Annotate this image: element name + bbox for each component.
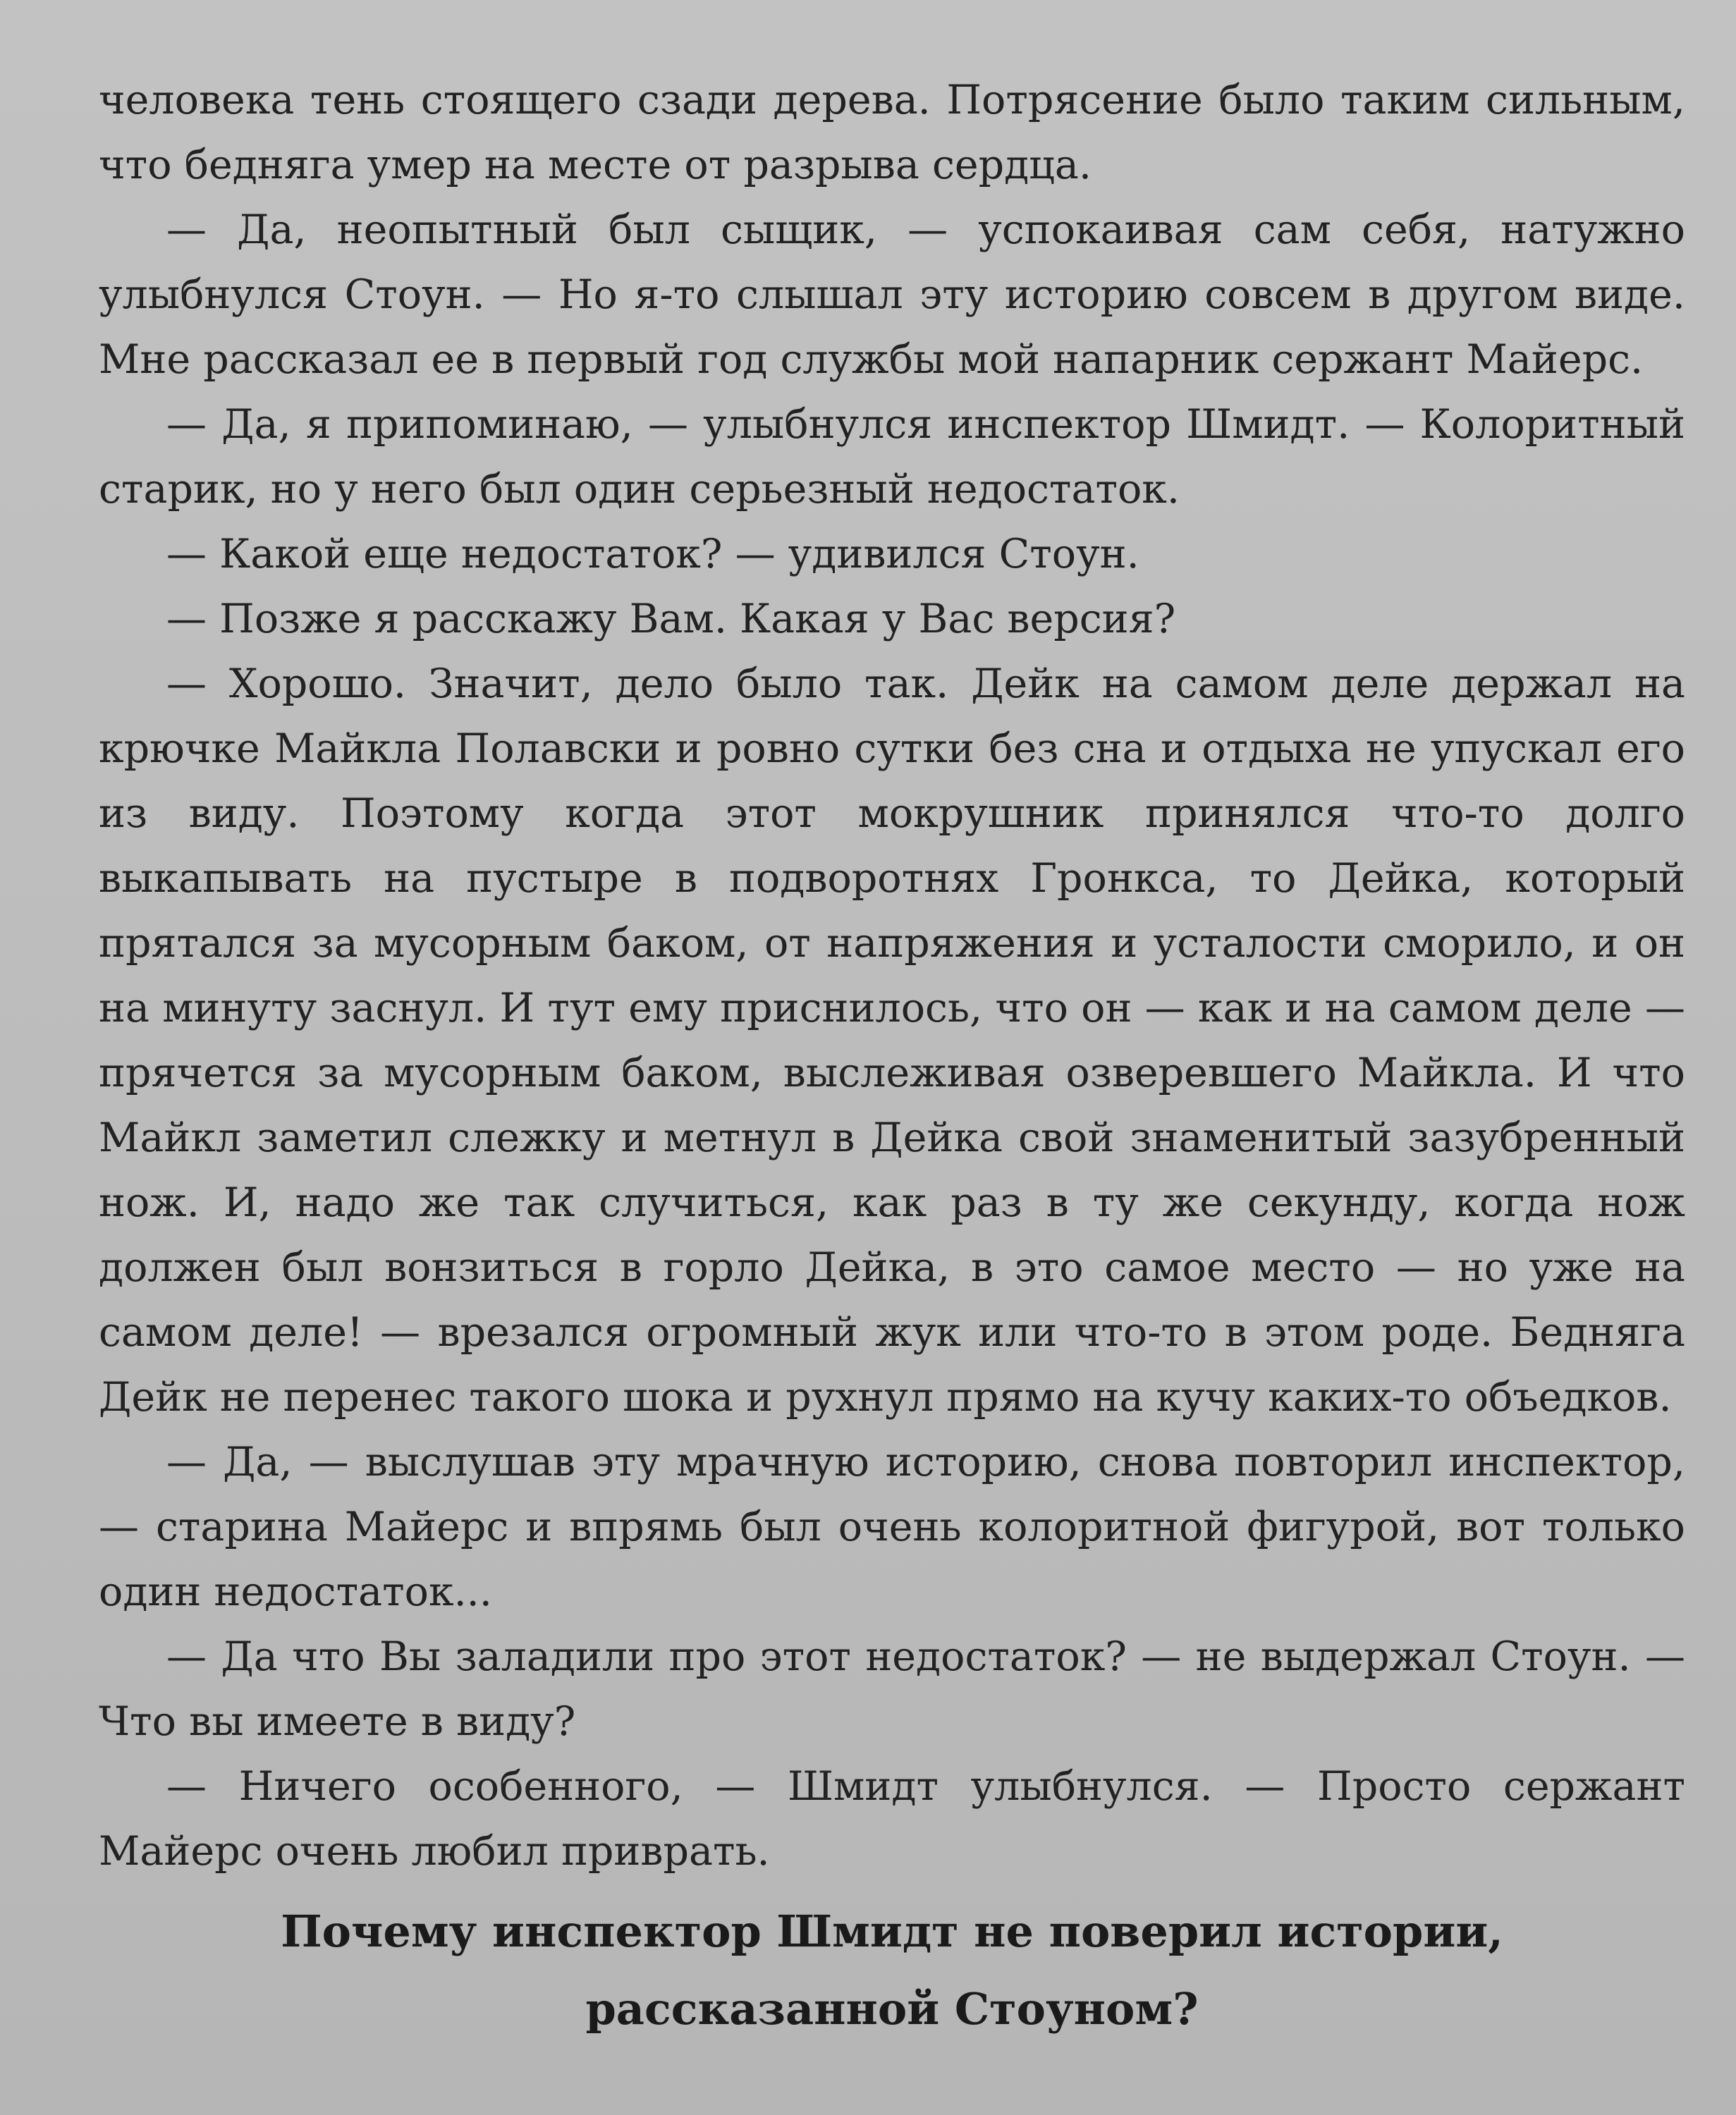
question-line-2: рассказанной Стоуном? — [585, 1983, 1199, 2035]
paragraph-1: человека тень стоящего сзади дерева. Потрясение было таким сильным, что бедняга умер на месте от разрыва сердца. — [99, 77, 1685, 188]
paragraph-7: — Да, — выслушав эту мрачную историю, снова повторил инспектор, — старина Майерс и впрямь был очень колоритной фигурой, вот только один недостаток... — [99, 1439, 1685, 1615]
question-heading — [99, 1893, 1685, 2048]
paragraph-4: — Какой еще недостаток? — удивился Стоун. — [166, 531, 1139, 577]
paragraph-9: — Ничего особенного, — Шмидт улыбнулся. — Просто сержант Майерс очень любил приврать. — [99, 1763, 1685, 1875]
paragraph-6: — Хорошо. Значит, дело было так. Дейк на самом деле держал на крючке Майкла Полавски и ровно сутки без сна и отдыха не упускал его из виду. Поэтому когда этот мокрушник принялся что-то долго выкапывать на пустыре в подворотнях Гронкса, то Дейка, который прятался за мусорным баком, от напряжения и усталости сморило, и он на минуту заснул. И тут ему приснилось, что он — как и на самом деле — прячется за мусорным баком, выслеживая озверевшего Майкла. И что Майкл заметил слежку и метнул в Дейка свой знаменитый зазубренный нож. И, надо же так случиться, как раз в ту же секунду, когда нож должен был вонзиться в горло Дейка, в это самое место — но уже на самом деле! — врезался огромный жук или что-то в этом роде. Бедняга Дейк не перенес такого шока и рухнул прямо на кучу каких-то объедков. — [99, 661, 1685, 1421]
question-line-1: Почему инспектор Шмидт не поверил истории, — [281, 1906, 1503, 1957]
paragraph-8: — Да что Вы заладили про этот недостаток? — не выдержал Стоун. — Что вы имеете в виду? — [99, 1633, 1685, 1745]
paragraph-2: — Да, неопытный был сыщик, — успокаивая сам себя, натужно улыбнулся Стоун. — Но я-то слышал эту историю совсем в другом виде. Мне рассказал ее в первый год службы мой напарник сержант Майерс. — [99, 207, 1685, 383]
paragraph-5: — Позже я расскажу Вам. Какая у Вас версия? — [166, 596, 1176, 642]
paragraph-3: — Да, я припоминаю, — улыбнулся инспектор Шмидт. — Колоритный старик, но у него был один серьезный недостаток. — [99, 401, 1685, 513]
story-text — [99, 68, 1685, 1884]
